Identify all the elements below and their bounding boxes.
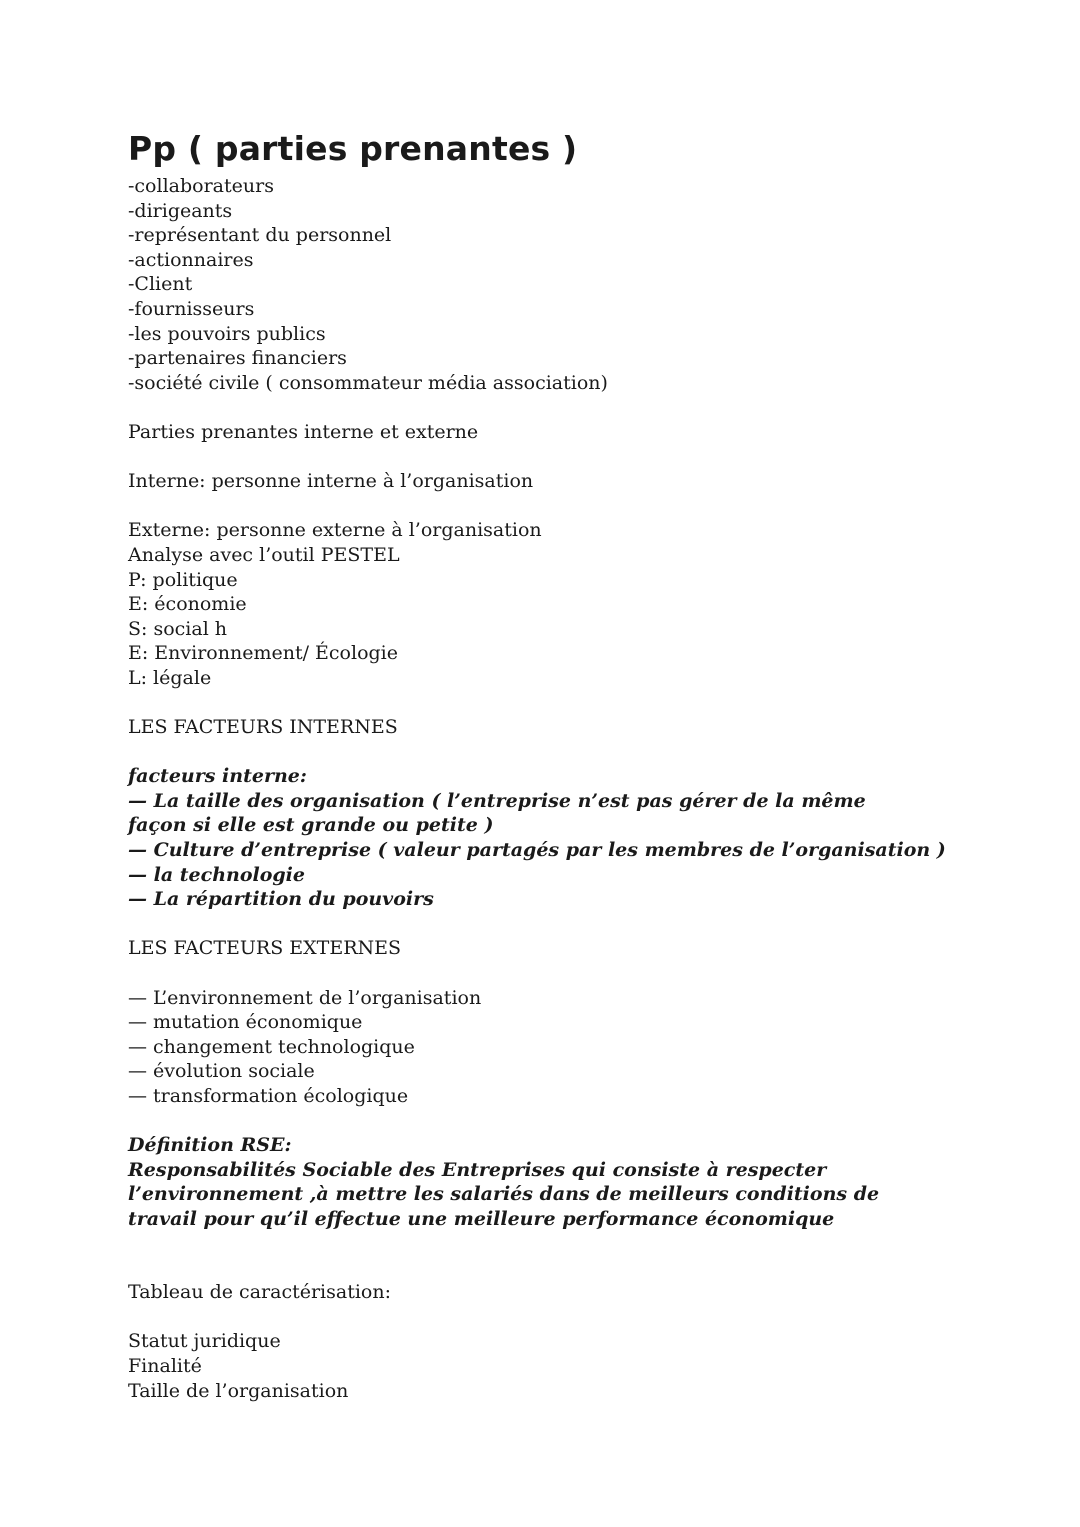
internal-factor-item: — la technologie <box>128 863 305 886</box>
pestel-item: S: social h <box>128 617 228 640</box>
pestel-item: P: politique <box>128 568 238 591</box>
caracterisation-item: Statut juridique <box>128 1330 281 1353</box>
caracterisation-item: Taille de l’organisation <box>128 1379 349 1402</box>
external-factor-item: — évolution sociale <box>128 1060 315 1083</box>
caracterisation-heading: Tableau de caractérisation: <box>128 1281 391 1304</box>
section-heading-types: Parties prenantes interne et externe <box>128 420 479 443</box>
stakeholder-list <box>128 174 1008 395</box>
externe-definition: Externe: personne externe à l’organisation <box>128 519 542 542</box>
list-item: -les pouvoirs publics <box>128 322 326 345</box>
list-item: -partenaires financiers <box>128 347 347 370</box>
external-factors-heading: LES FACTEURS EXTERNES <box>128 937 402 960</box>
internal-factor-item: — La répartition du pouvoirs <box>128 888 434 911</box>
rse-heading: Définition RSE: <box>128 1134 292 1157</box>
rse-definition: Responsabilités Sociable des Entreprises qui consiste à respecter l’environnement ,à mettre les salariés dans de meilleurs conditions de travail pour qu’il effectue une meilleure performance économique <box>128 1158 880 1230</box>
pestel-heading: Analyse avec l’outil PESTEL <box>128 543 400 566</box>
interne-definition: Interne: personne interne à l’organisation <box>128 470 534 493</box>
external-factor-item: — transformation écologique <box>128 1084 409 1107</box>
list-item: -actionnaires <box>128 248 254 271</box>
internal-factor-item: — Culture d’entreprise ( valeur partagés par les membres de l’organisation ) <box>128 839 946 862</box>
internal-factors-heading: LES FACTEURS INTERNES <box>128 716 398 739</box>
pestel-item: E: Environnement/ Écologie <box>128 642 398 665</box>
rse-section <box>128 1133 1008 1231</box>
page-title: Pp ( parties prenantes ) <box>128 129 578 168</box>
caracterisation-list <box>128 1329 1008 1403</box>
list-item: -collaborateurs <box>128 175 274 197</box>
list-item: -société civile ( consommateur média association) <box>128 371 608 394</box>
pestel-item: L: légale <box>128 666 212 689</box>
document-page <box>128 126 1008 1403</box>
list-item: -représentant du personnel <box>128 224 392 247</box>
list-item: -dirigeants <box>128 199 233 222</box>
external-factors-list <box>128 986 1008 1109</box>
internal-factors-subheading: facteurs interne: <box>128 765 307 788</box>
internal-factor-item: — La taille des organisation ( l’entreprise n’est pas gérer de la même façon si elle est grande ou petite ) <box>128 789 866 837</box>
caracterisation-item: Finalité <box>128 1354 202 1377</box>
list-item: -fournisseurs <box>128 297 255 320</box>
pestel-section <box>128 543 1008 691</box>
external-factor-item: — mutation économique <box>128 1011 363 1034</box>
external-factor-item: — L’environnement de l’organisation <box>128 986 482 1009</box>
internal-factors-section <box>128 764 1008 912</box>
list-item: -Client <box>128 273 193 296</box>
pestel-item: E: économie <box>128 593 247 616</box>
external-factor-item: — changement technologique <box>128 1035 415 1058</box>
